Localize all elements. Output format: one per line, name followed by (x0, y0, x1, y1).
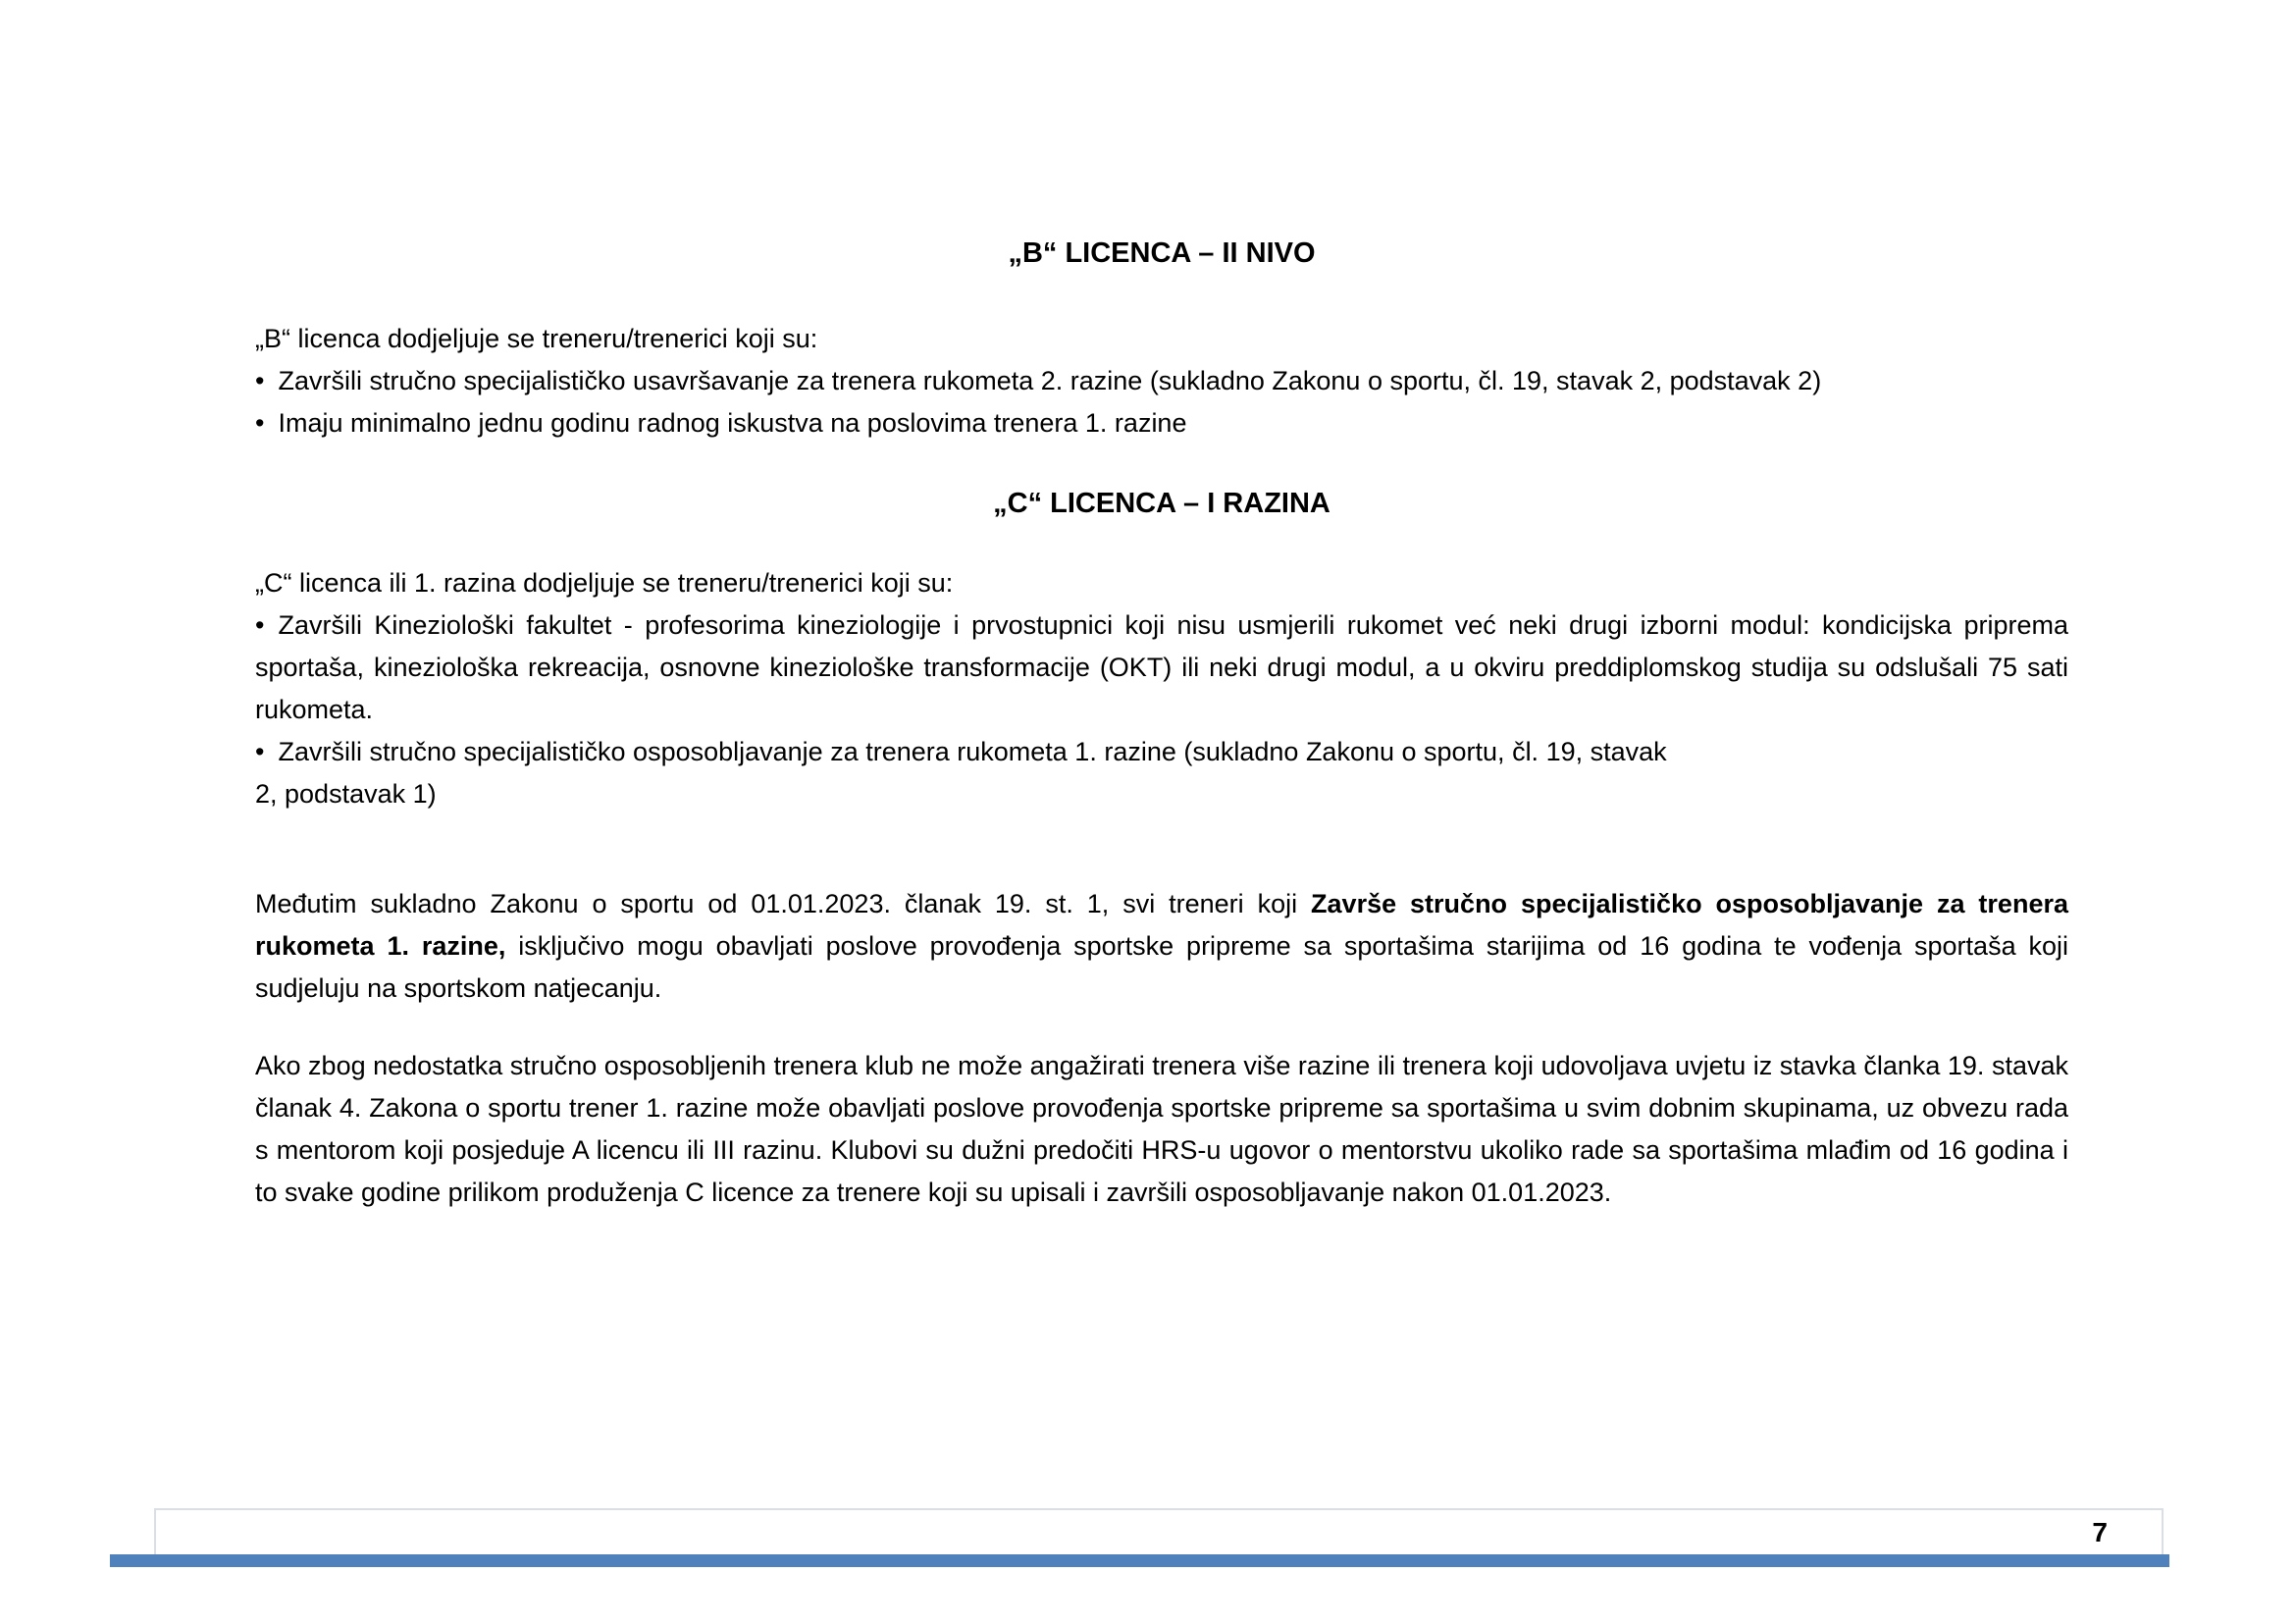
section-b-title: „B“ LICENCA – II NIVO (1008, 237, 1316, 269)
paragraph-mandate-post: isključivo mogu obavljati poslove provođenja sportske pripreme sa sportašima starijima od 16 godina te vođenja sportaša koji sudjeluju na sportskom natjecanju. (255, 931, 2068, 1003)
section-b-bullet-1-text: Završili stručno specijalističko usavršavanje za trenera rukometa 2. razine (sukladno Zakonu o sportu, čl. 19, stavak 2, podstavak 2) (278, 366, 1822, 395)
paragraph-mandate-bold: Završe stručno specijalističko osposobljavanje za trenera rukometa 1. razine, (255, 889, 2068, 961)
section-b-bullet-2-text: Imaju minimalno jednu godinu radnog iskustva na poslovima trenera 1. razine (278, 408, 1187, 438)
footer-frame (154, 1508, 2164, 1554)
section-c-intro: „C“ licenca ili 1. razina dodjeljuje se treneru/trenerici koji su: (255, 568, 954, 598)
section-b-bullet-1 (255, 360, 2068, 402)
section-b-bullet-2 (255, 402, 2068, 445)
section-c-title: „C“ LICENCA – I RAZINA (993, 488, 1330, 519)
document-content (255, 233, 2068, 1214)
section-c-bullet-1-text: Završili Kineziološki fakultet - profesorima kineziologije i prvostupnici koji nisu usmjerili rukomet već neki drugi izborni modul: kondicijska priprema sportaša, kineziološka rekreacija, osnovne kineziološke transformacije (OKT) ili neki drugi modul, a u okviru preddiplomskog studija su odslušali 75 sati rukometa. (255, 610, 2068, 724)
section-c-bullet-2-continuation: 2, podstavak 1) (255, 779, 437, 809)
paragraph-mentor: Ako zbog nedostatka stručno osposobljenih trenera klub ne može angažirati trenera više razine ili trenera koji udovoljava uvjetu iz stavka članka 19. stavak članak 4. Zakona o sportu trener 1. razine može obavljati poslove provođenja sportske pripreme sa sportašima u svim dobnim skupinama, uz obvezu rada s mentorom koji posjeduje A licencu ili III razinu. Klubovi su dužni predočiti HRS-u ugovor o mentorstvu ukoliko rade sa sportašima mlađim od 16 godina i to svake godine prilikom produženja C licence za trenere koji su upisali i završili osposobljavanje nakon 01.01.2023. (255, 1051, 2068, 1207)
section-c-bullet-2 (255, 731, 2068, 773)
section-c-bullet-2-text: Završili stručno specijalističko osposobljavanje za trenera rukometa 1. razine (sukladno Zakonu o sportu, čl. 19, stavak (278, 737, 1667, 766)
bullet-icon: • (255, 737, 265, 766)
page-number: 7 (2092, 1517, 2108, 1547)
section-c-bullet-1 (255, 604, 2068, 731)
bullet-icon: • (255, 408, 265, 438)
section-b-intro: „B“ licenca dodjeljuje se treneru/trenerici koji su: (255, 324, 818, 353)
paragraph-mandate-pre: Međutim sukladno Zakonu o sportu od 01.01.2023. članak 19. st. 1, svi treneri koji (255, 889, 1312, 918)
bullet-icon: • (255, 366, 265, 395)
paragraph-mandate (255, 883, 2068, 1010)
bullet-icon: • (255, 610, 265, 640)
footer-accent-bar (110, 1554, 2169, 1567)
